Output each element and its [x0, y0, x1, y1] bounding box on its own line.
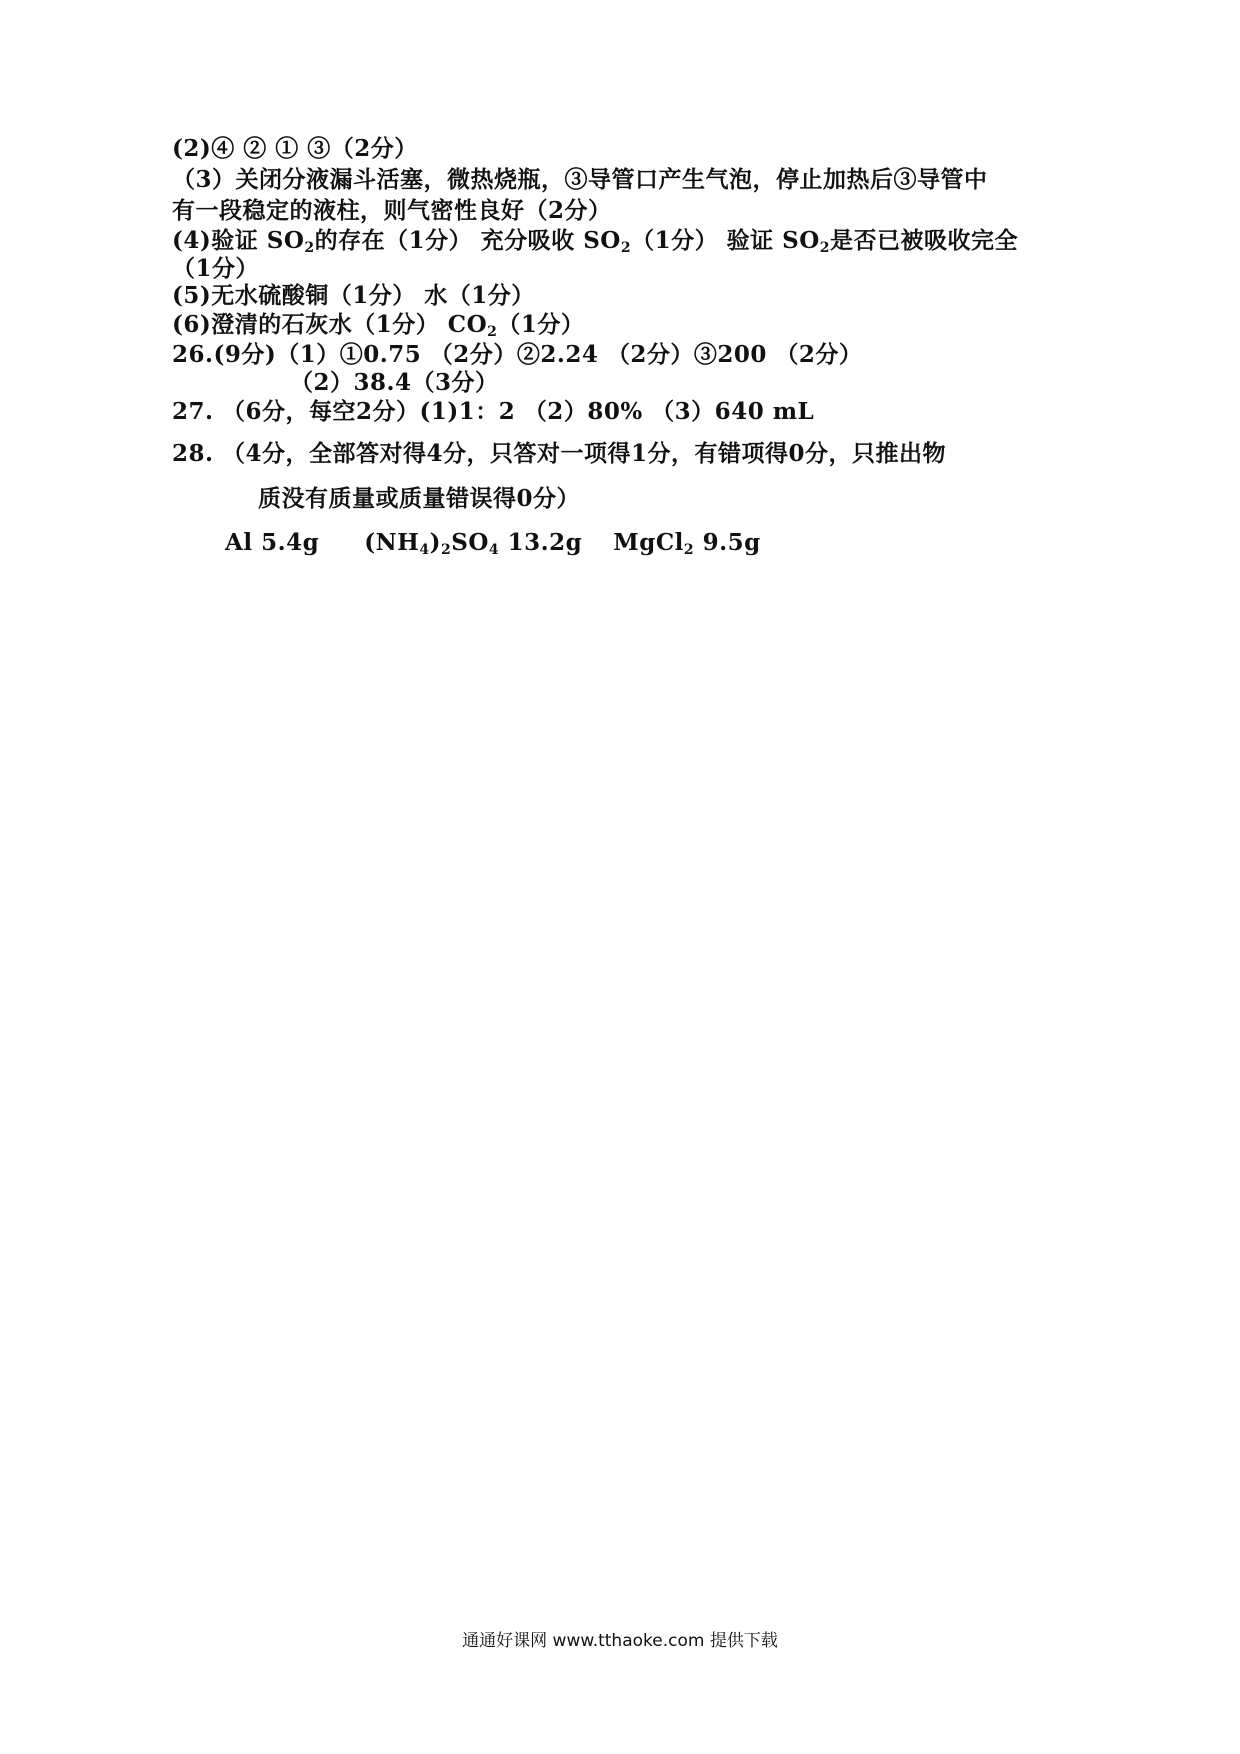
answer-line-q28-part1: [172, 439, 946, 469]
answer-line-q5: [172, 281, 535, 311]
answer-text: （3）关闭分液漏斗活塞，微热烧瓶，③导管口产生气泡，停止加热后③导管中: [172, 166, 988, 193]
answer-text: SO: [451, 529, 489, 556]
subscript: 2: [683, 542, 695, 558]
subscript: 2: [819, 240, 831, 256]
subscript: 2: [487, 324, 498, 340]
answer-text: 是否已被吸收完全: [830, 227, 1019, 254]
answer-text: 的存在（1分） 充分吸收 SO: [314, 227, 621, 254]
answer-line-q26-part2: [290, 368, 499, 398]
answer-text: (NH: [364, 529, 420, 556]
answer-text: ): [429, 529, 441, 556]
answer-text: （1分） 验证 SO: [631, 227, 820, 254]
answer-text: 26.(9分)（1）①0.75 （2分）②2.24 （2分）③200 （2分）: [172, 341, 863, 368]
answer-line-q4-part1: [172, 226, 1018, 256]
answer-line-q4-part2: [172, 254, 259, 284]
answer-text: (6)澄清的石灰水（1分） CO: [172, 311, 488, 338]
answer-line-q28-part2: [258, 484, 580, 514]
answer-text: 9.5g: [694, 529, 761, 556]
answer-text: (2)④ ② ① ③（2分）: [172, 135, 418, 162]
answer-line-q3-part1: [172, 165, 988, 195]
footer-text: 通通好课网 www.tthaoke.com 提供下载: [462, 1631, 778, 1651]
answer-text: 13.2g: [499, 529, 583, 556]
answer-text: 有一段稳定的液柱，则气密性良好（2分）: [172, 197, 612, 224]
answer-text: Al 5.4g: [225, 529, 320, 556]
answer-text: （1分）: [497, 311, 585, 338]
page-footer: [0, 1629, 1240, 1653]
answer-line-q3-part2: [172, 196, 612, 226]
subscript: 2: [441, 542, 452, 558]
answer-text: （2）38.4（3分）: [290, 369, 499, 396]
answer-line-q28-part3: [225, 528, 761, 558]
answer-line-q26-part1: [172, 340, 862, 370]
answer-text: （1分）: [172, 255, 260, 282]
answer-text: 质没有质量或质量错误得0分）: [258, 485, 581, 512]
subscript: 4: [419, 542, 430, 558]
answer-text: (4)验证 SO: [172, 227, 305, 254]
answer-text: MgCl: [613, 529, 684, 556]
answer-line-q27: [172, 397, 814, 427]
subscript: 2: [304, 240, 315, 256]
answer-text: 28. （4分，全部答对得4分，只答对一项得1分，有错项得0分，只推出物: [172, 440, 947, 467]
answer-text: 27. （6分，每空2分）(1)1：2 （2）80% （3）640 mL: [172, 398, 815, 425]
subscript: 2: [620, 240, 632, 256]
answer-line-q6: [172, 310, 584, 340]
answer-text: (5)无水硫酸铜（1分） 水（1分）: [172, 282, 535, 309]
answer-line-q2: [172, 134, 418, 164]
subscript: 4: [488, 542, 500, 558]
